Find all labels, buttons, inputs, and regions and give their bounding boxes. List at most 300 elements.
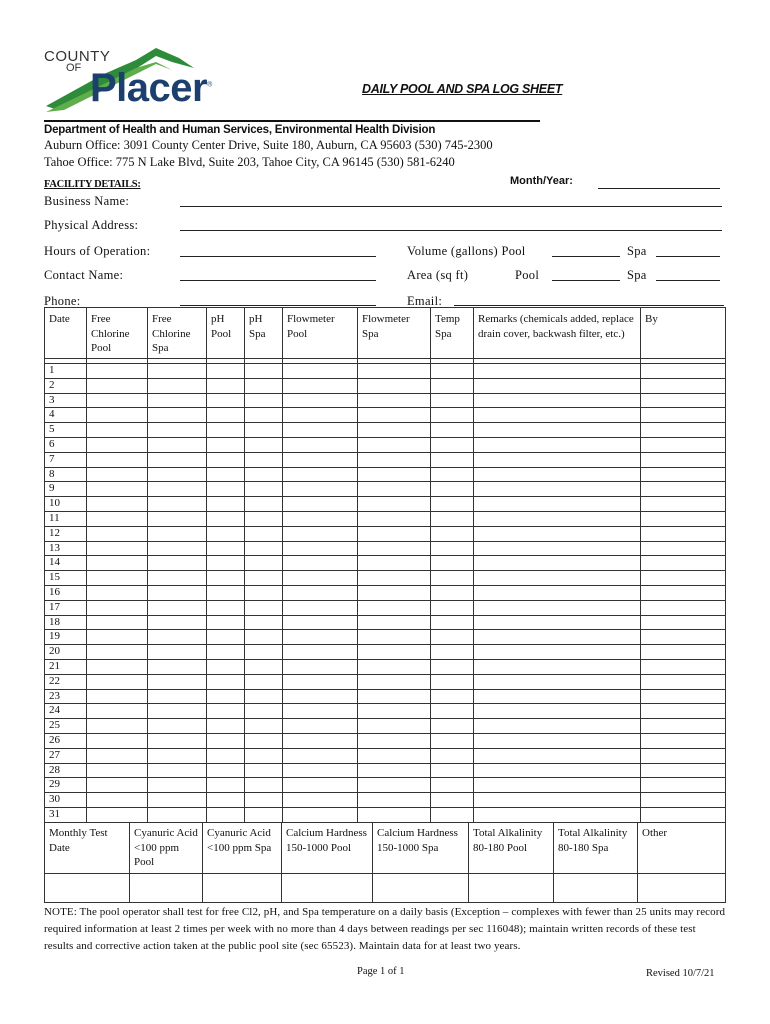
log-cell[interactable] [87,645,148,660]
log-cell[interactable] [474,600,641,615]
log-cell[interactable] [283,511,358,526]
log-cell[interactable] [358,600,431,615]
log-cell[interactable] [474,467,641,482]
log-cell[interactable] [431,600,474,615]
log-cell[interactable] [358,645,431,660]
log-cell[interactable] [431,526,474,541]
log-cell[interactable] [358,748,431,763]
log-cell[interactable] [245,763,283,778]
log-cell[interactable] [283,630,358,645]
log-cell[interactable] [283,393,358,408]
log-cell[interactable] [87,630,148,645]
log-cell[interactable] [245,497,283,512]
log-cell[interactable] [358,793,431,808]
log-cell[interactable] [474,452,641,467]
log-cell[interactable] [87,437,148,452]
log-cell[interactable] [431,364,474,379]
log-cell[interactable] [641,778,726,793]
log-cell[interactable] [283,541,358,556]
log-cell[interactable] [148,378,207,393]
log-cell[interactable] [148,571,207,586]
log-cell[interactable] [641,719,726,734]
log-cell[interactable] [641,364,726,379]
log-cell[interactable] [207,674,245,689]
log-cell[interactable] [87,585,148,600]
log-cell[interactable] [358,704,431,719]
log-cell[interactable] [87,541,148,556]
log-cell[interactable] [431,659,474,674]
log-cell[interactable] [148,408,207,423]
log-cell[interactable] [474,763,641,778]
log-cell[interactable] [148,733,207,748]
log-cell[interactable] [283,423,358,438]
log-cell[interactable] [641,482,726,497]
log-cell[interactable] [358,482,431,497]
log-cell[interactable] [474,645,641,660]
log-cell[interactable] [641,733,726,748]
monthly-cell[interactable] [282,873,373,902]
phone-field[interactable] [180,305,376,306]
log-cell[interactable] [207,364,245,379]
log-cell[interactable] [641,393,726,408]
log-cell[interactable] [431,511,474,526]
log-cell[interactable] [431,482,474,497]
log-cell[interactable] [358,615,431,630]
log-cell[interactable] [358,556,431,571]
log-cell[interactable] [641,807,726,822]
log-cell[interactable] [87,497,148,512]
log-cell[interactable] [283,585,358,600]
log-cell[interactable] [87,778,148,793]
log-cell[interactable] [283,615,358,630]
log-cell[interactable] [431,408,474,423]
log-cell[interactable] [283,674,358,689]
log-cell[interactable] [87,763,148,778]
log-cell[interactable] [245,645,283,660]
log-cell[interactable] [641,452,726,467]
log-cell[interactable] [87,615,148,630]
log-cell[interactable] [358,364,431,379]
log-cell[interactable] [641,467,726,482]
log-cell[interactable] [431,645,474,660]
log-cell[interactable] [148,585,207,600]
log-cell[interactable] [431,393,474,408]
log-cell[interactable] [474,423,641,438]
log-cell[interactable] [283,378,358,393]
log-cell[interactable] [245,733,283,748]
log-cell[interactable] [148,600,207,615]
log-cell[interactable] [207,423,245,438]
log-cell[interactable] [245,793,283,808]
log-cell[interactable] [87,452,148,467]
log-cell[interactable] [641,497,726,512]
log-cell[interactable] [641,585,726,600]
log-cell[interactable] [474,541,641,556]
business-name-field[interactable] [180,206,722,207]
log-cell[interactable] [474,437,641,452]
log-cell[interactable] [283,364,358,379]
log-cell[interactable] [148,556,207,571]
log-cell[interactable] [245,452,283,467]
log-cell[interactable] [431,689,474,704]
log-cell[interactable] [87,704,148,719]
log-cell[interactable] [148,437,207,452]
log-cell[interactable] [358,733,431,748]
log-cell[interactable] [245,364,283,379]
log-cell[interactable] [283,556,358,571]
log-cell[interactable] [474,793,641,808]
log-cell[interactable] [358,511,431,526]
log-cell[interactable] [245,467,283,482]
volume-spa-field[interactable] [656,256,720,257]
log-cell[interactable] [207,393,245,408]
log-cell[interactable] [87,689,148,704]
month-year-field[interactable] [598,188,720,189]
log-cell[interactable] [245,541,283,556]
log-cell[interactable] [207,571,245,586]
log-cell[interactable] [87,482,148,497]
log-cell[interactable] [283,807,358,822]
log-cell[interactable] [431,571,474,586]
log-cell[interactable] [87,511,148,526]
log-cell[interactable] [207,778,245,793]
hours-field[interactable] [180,256,376,257]
log-cell[interactable] [87,571,148,586]
log-cell[interactable] [148,364,207,379]
log-cell[interactable] [641,423,726,438]
log-cell[interactable] [641,630,726,645]
log-cell[interactable] [245,600,283,615]
log-cell[interactable] [207,408,245,423]
log-cell[interactable] [283,733,358,748]
log-cell[interactable] [245,423,283,438]
log-cell[interactable] [283,704,358,719]
log-cell[interactable] [245,748,283,763]
log-cell[interactable] [148,423,207,438]
log-cell[interactable] [207,526,245,541]
log-cell[interactable] [245,719,283,734]
log-cell[interactable] [87,423,148,438]
log-cell[interactable] [148,689,207,704]
log-cell[interactable] [474,630,641,645]
log-cell[interactable] [148,482,207,497]
log-cell[interactable] [641,571,726,586]
log-cell[interactable] [431,807,474,822]
log-cell[interactable] [283,600,358,615]
log-cell[interactable] [207,452,245,467]
log-cell[interactable] [87,719,148,734]
log-cell[interactable] [641,437,726,452]
log-cell[interactable] [641,674,726,689]
log-cell[interactable] [431,704,474,719]
log-cell[interactable] [245,585,283,600]
log-cell[interactable] [283,659,358,674]
log-cell[interactable] [87,748,148,763]
log-cell[interactable] [87,378,148,393]
log-cell[interactable] [207,733,245,748]
log-cell[interactable] [358,585,431,600]
log-cell[interactable] [283,778,358,793]
log-cell[interactable] [283,719,358,734]
log-cell[interactable] [474,408,641,423]
log-cell[interactable] [474,364,641,379]
log-cell[interactable] [207,807,245,822]
log-cell[interactable] [641,408,726,423]
log-cell[interactable] [474,556,641,571]
log-cell[interactable] [358,408,431,423]
physical-address-field[interactable] [180,230,722,231]
monthly-cell[interactable] [45,873,130,902]
log-cell[interactable] [245,807,283,822]
log-cell[interactable] [358,778,431,793]
log-cell[interactable] [87,556,148,571]
log-cell[interactable] [641,526,726,541]
log-cell[interactable] [431,748,474,763]
monthly-cell[interactable] [469,873,554,902]
log-cell[interactable] [207,585,245,600]
log-cell[interactable] [431,630,474,645]
log-cell[interactable] [148,467,207,482]
log-cell[interactable] [641,659,726,674]
day-number: 14 [45,556,87,571]
log-cell[interactable] [358,437,431,452]
log-cell[interactable] [641,689,726,704]
log-cell[interactable] [207,437,245,452]
log-cell[interactable] [207,511,245,526]
area-spa-field[interactable] [656,280,720,281]
log-cell[interactable] [283,689,358,704]
log-cell[interactable] [641,748,726,763]
log-cell[interactable] [431,719,474,734]
log-cell[interactable] [641,793,726,808]
log-cell[interactable] [283,645,358,660]
log-cell[interactable] [148,630,207,645]
log-cell[interactable] [87,659,148,674]
log-cell[interactable] [641,541,726,556]
log-cell[interactable] [283,467,358,482]
log-cell[interactable] [474,704,641,719]
log-cell[interactable] [148,719,207,734]
log-cell[interactable] [245,393,283,408]
log-cell[interactable] [148,659,207,674]
log-cell[interactable] [87,674,148,689]
log-cell[interactable] [358,674,431,689]
log-cell[interactable] [474,719,641,734]
log-cell[interactable] [474,674,641,689]
log-cell[interactable] [474,497,641,512]
log-cell[interactable] [245,615,283,630]
log-cell[interactable] [431,541,474,556]
log-cell[interactable] [431,423,474,438]
log-cell[interactable] [474,689,641,704]
log-cell[interactable] [641,704,726,719]
log-cell[interactable] [207,689,245,704]
log-cell[interactable] [283,793,358,808]
log-cell[interactable] [358,526,431,541]
log-cell[interactable] [148,704,207,719]
log-cell[interactable] [245,659,283,674]
log-cell[interactable] [431,585,474,600]
log-cell[interactable] [283,763,358,778]
log-cell[interactable] [641,645,726,660]
log-cell[interactable] [87,364,148,379]
log-cell[interactable] [207,556,245,571]
log-cell[interactable] [358,689,431,704]
log-cell[interactable] [358,807,431,822]
log-cell[interactable] [245,482,283,497]
log-cell[interactable] [245,408,283,423]
log-cell[interactable] [431,437,474,452]
log-cell[interactable] [474,585,641,600]
log-cell[interactable] [283,526,358,541]
log-cell[interactable] [207,615,245,630]
log-cell[interactable] [207,541,245,556]
log-cell[interactable] [148,748,207,763]
monthly-cell[interactable] [130,873,203,902]
log-cell[interactable] [207,793,245,808]
log-cell[interactable] [358,763,431,778]
log-cell[interactable] [431,733,474,748]
log-cell[interactable] [148,807,207,822]
log-cell[interactable] [358,393,431,408]
log-cell[interactable] [87,467,148,482]
log-cell[interactable] [431,763,474,778]
log-cell[interactable] [87,733,148,748]
log-cell[interactable] [358,630,431,645]
log-cell[interactable] [358,467,431,482]
log-cell[interactable] [474,511,641,526]
log-cell[interactable] [358,378,431,393]
log-cell[interactable] [207,482,245,497]
log-cell[interactable] [474,748,641,763]
log-cell[interactable] [358,571,431,586]
log-cell[interactable] [431,615,474,630]
log-cell[interactable] [207,378,245,393]
log-cell[interactable] [245,674,283,689]
log-cell[interactable] [431,778,474,793]
log-cell[interactable] [245,689,283,704]
log-cell[interactable] [207,748,245,763]
log-cell[interactable] [431,793,474,808]
log-cell[interactable] [148,452,207,467]
log-cell[interactable] [245,511,283,526]
log-cell[interactable] [641,615,726,630]
log-cell[interactable] [358,452,431,467]
log-cell[interactable] [283,571,358,586]
log-cell[interactable] [283,452,358,467]
log-cell[interactable] [474,659,641,674]
log-cell[interactable] [245,630,283,645]
log-cell[interactable] [474,526,641,541]
log-cell[interactable] [283,748,358,763]
day-number: 22 [45,674,87,689]
area-pool-field[interactable] [552,280,620,281]
log-cell[interactable] [148,541,207,556]
log-cell[interactable] [431,378,474,393]
log-cell[interactable] [245,556,283,571]
log-cell[interactable] [148,511,207,526]
log-cell[interactable] [87,408,148,423]
log-cell[interactable] [474,733,641,748]
log-cell[interactable] [148,645,207,660]
volume-pool-field[interactable] [552,256,620,257]
log-cell[interactable] [245,378,283,393]
log-cell[interactable] [148,526,207,541]
contact-name-field[interactable] [180,280,376,281]
log-cell[interactable] [641,600,726,615]
log-cell[interactable] [148,497,207,512]
log-cell[interactable] [641,763,726,778]
log-cell[interactable] [474,615,641,630]
log-cell[interactable] [148,393,207,408]
log-cell[interactable] [207,600,245,615]
log-cell[interactable] [207,645,245,660]
log-cell[interactable] [641,556,726,571]
log-cell[interactable] [87,526,148,541]
log-cell[interactable] [641,378,726,393]
log-cell[interactable] [87,793,148,808]
log-cell[interactable] [207,719,245,734]
log-cell[interactable] [207,659,245,674]
log-cell[interactable] [431,467,474,482]
monthly-cell[interactable] [638,873,726,902]
log-cell[interactable] [148,763,207,778]
log-cell[interactable] [207,704,245,719]
log-cell[interactable] [474,571,641,586]
monthly-cell[interactable] [203,873,282,902]
log-cell[interactable] [474,378,641,393]
log-cell[interactable] [358,719,431,734]
log-cell[interactable] [283,497,358,512]
log-cell[interactable] [474,807,641,822]
log-cell[interactable] [358,659,431,674]
log-cell[interactable] [283,437,358,452]
log-cell[interactable] [431,497,474,512]
log-cell[interactable] [474,393,641,408]
log-cell[interactable] [207,497,245,512]
log-cell[interactable] [474,482,641,497]
log-cell[interactable] [358,497,431,512]
log-cell[interactable] [148,778,207,793]
log-cell[interactable] [87,807,148,822]
log-cell[interactable] [431,556,474,571]
log-cell[interactable] [207,630,245,645]
log-cell[interactable] [431,452,474,467]
log-cell[interactable] [87,393,148,408]
log-cell[interactable] [245,778,283,793]
log-cell[interactable] [431,674,474,689]
email-field[interactable] [454,305,724,306]
log-cell[interactable] [207,467,245,482]
log-cell[interactable] [207,763,245,778]
log-cell[interactable] [148,674,207,689]
log-cell[interactable] [148,615,207,630]
log-cell[interactable] [245,526,283,541]
log-cell[interactable] [283,482,358,497]
log-cell[interactable] [245,437,283,452]
log-cell[interactable] [245,704,283,719]
log-cell[interactable] [474,778,641,793]
log-cell[interactable] [358,541,431,556]
monthly-cell[interactable] [373,873,469,902]
log-cell[interactable] [283,408,358,423]
monthly-cell[interactable] [554,873,638,902]
log-cell[interactable] [358,423,431,438]
log-cell[interactable] [87,600,148,615]
log-cell[interactable] [148,793,207,808]
log-cell[interactable] [245,571,283,586]
log-cell[interactable] [641,511,726,526]
